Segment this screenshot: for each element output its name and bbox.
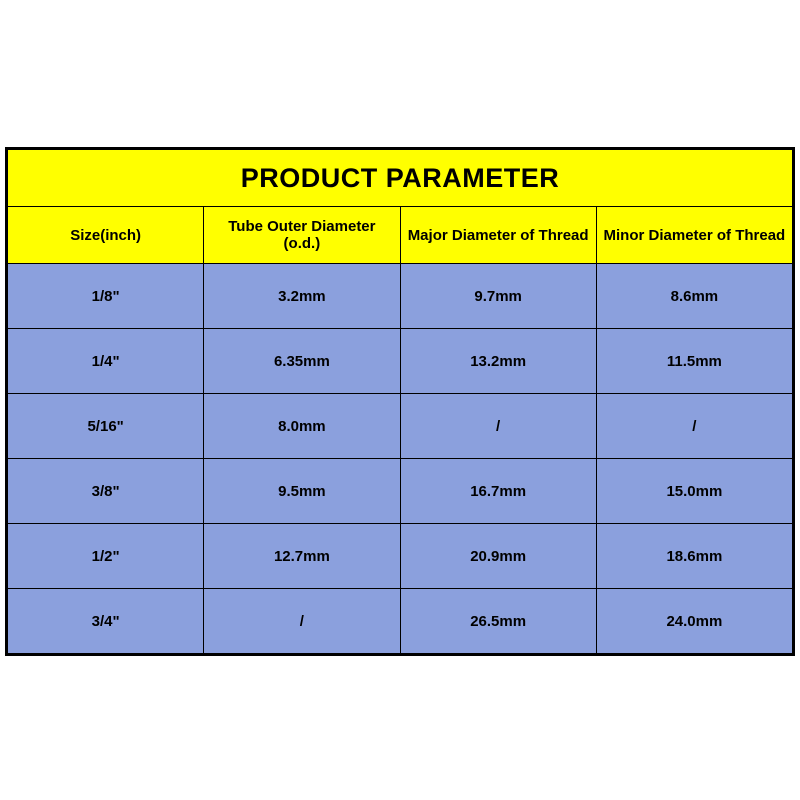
table-row bbox=[8, 394, 793, 459]
cell-size: 1/2" bbox=[8, 524, 204, 589]
cell-major-diameter: 9.7mm bbox=[400, 264, 596, 329]
cell-major-diameter: 26.5mm bbox=[400, 589, 596, 654]
cell-tube-outer-diameter: 9.5mm bbox=[204, 459, 400, 524]
cell-minor-diameter: / bbox=[596, 394, 792, 459]
cell-size: 1/8" bbox=[8, 264, 204, 329]
cell-size: 3/8" bbox=[8, 459, 204, 524]
column-header-major-diameter: Major Diameter of Thread bbox=[400, 207, 596, 264]
cell-minor-diameter: 15.0mm bbox=[596, 459, 792, 524]
cell-size: 5/16" bbox=[8, 394, 204, 459]
cell-tube-outer-diameter: 6.35mm bbox=[204, 329, 400, 394]
cell-major-diameter: 16.7mm bbox=[400, 459, 596, 524]
cell-minor-diameter: 24.0mm bbox=[596, 589, 792, 654]
table-row bbox=[8, 589, 793, 654]
column-header-tube-outer-diameter: Tube Outer Diameter (o.d.) bbox=[204, 207, 400, 264]
column-header-minor-diameter: Minor Diameter of Thread bbox=[596, 207, 792, 264]
table-row bbox=[8, 264, 793, 329]
product-parameter-table bbox=[5, 147, 795, 656]
cell-major-diameter: 20.9mm bbox=[400, 524, 596, 589]
table-title-row bbox=[8, 150, 793, 207]
cell-tube-outer-diameter: 3.2mm bbox=[204, 264, 400, 329]
cell-minor-diameter: 11.5mm bbox=[596, 329, 792, 394]
cell-major-diameter: / bbox=[400, 394, 596, 459]
cell-minor-diameter: 18.6mm bbox=[596, 524, 792, 589]
table-row bbox=[8, 524, 793, 589]
table-header-row bbox=[8, 207, 793, 264]
cell-tube-outer-diameter: / bbox=[204, 589, 400, 654]
cell-tube-outer-diameter: 8.0mm bbox=[204, 394, 400, 459]
table-row bbox=[8, 329, 793, 394]
table-title: PRODUCT PARAMETER bbox=[8, 150, 793, 207]
cell-size: 3/4" bbox=[8, 589, 204, 654]
cell-tube-outer-diameter: 12.7mm bbox=[204, 524, 400, 589]
column-header-size: Size(inch) bbox=[8, 207, 204, 264]
cell-minor-diameter: 8.6mm bbox=[596, 264, 792, 329]
cell-size: 1/4" bbox=[8, 329, 204, 394]
table-row bbox=[8, 459, 793, 524]
cell-major-diameter: 13.2mm bbox=[400, 329, 596, 394]
parameter-table bbox=[7, 149, 793, 654]
